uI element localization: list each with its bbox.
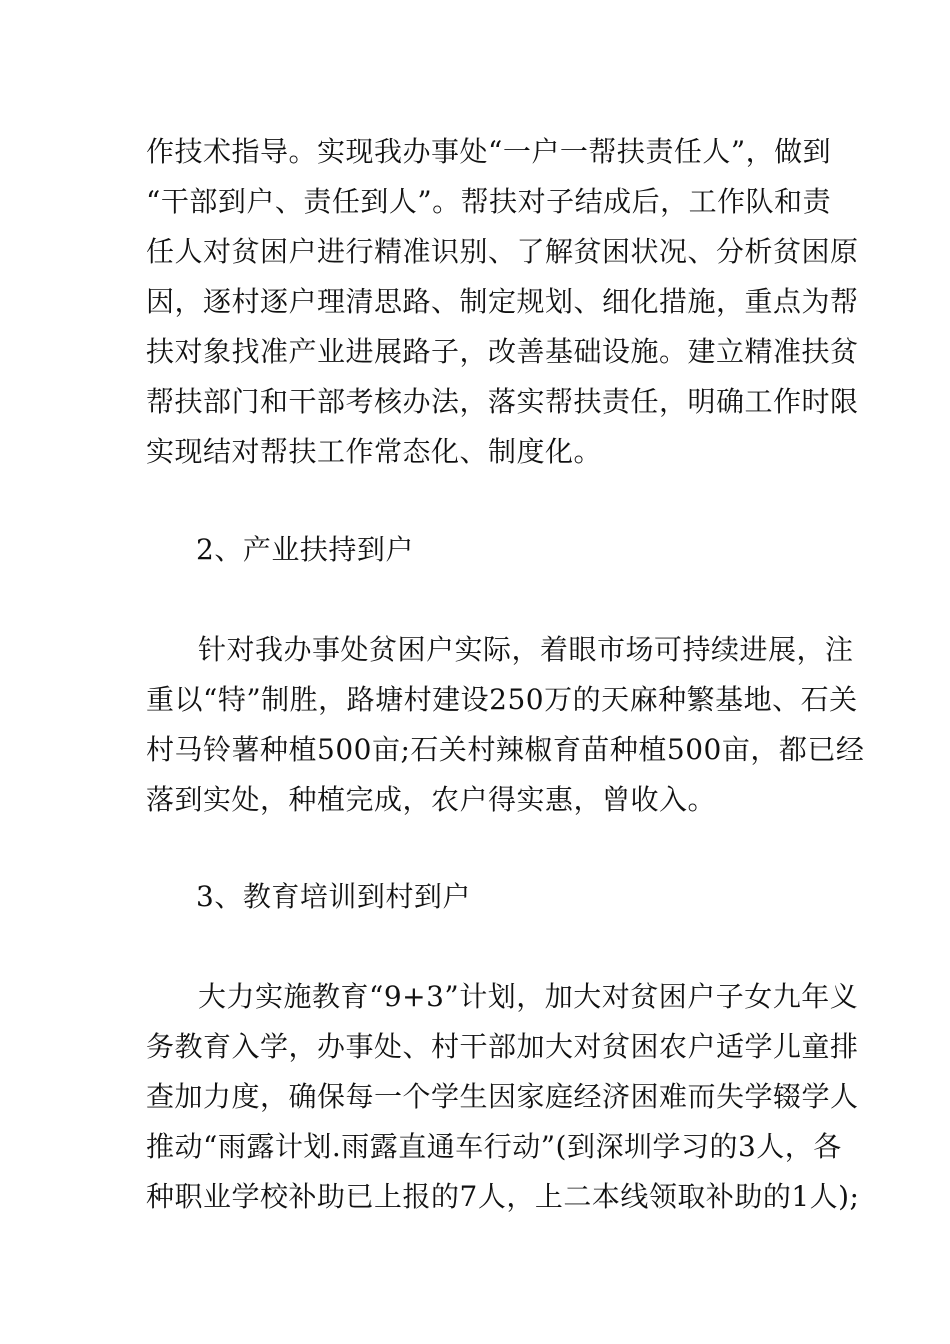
paragraph-1-line-1: 作技术指导。实现我办事处“一户一帮扶责任人”，做到 <box>146 135 832 168</box>
paragraph-2-line-1: 针对我办事处贫困户实际，着眼市场可持续进展，注 <box>198 633 854 666</box>
paragraph-3-line-5: 种职业学校补助已上报的7人，上二本线领取补助的1人); <box>146 1180 860 1213</box>
paragraph-2-line-2: 重以“特”制胜，路塘村建设250万的天麻种繁基地、石关 <box>146 683 858 716</box>
paragraph-1-line-5: 扶对象找准产业进展路子，改善基础设施。建立精准扶贫 <box>146 335 859 368</box>
section-heading-3: 3、教育培训到村到户 <box>196 880 471 913</box>
paragraph-3-line-1: 大力实施教育“9+3”计划，加大对贫困户子女九年义 <box>198 980 859 1013</box>
paragraph-1-line-3: 任人对贫困户进行精准识别、了解贫困状况、分析贫困原 <box>146 235 859 268</box>
paragraph-3-line-2: 务教育入学，办事处、村干部加大对贫困农户适学儿童排 <box>146 1030 859 1063</box>
paragraph-1-line-6: 帮扶部门和干部考核办法，落实帮扶责任，明确工作时限 <box>146 385 859 418</box>
paragraph-2-line-3: 村马铃薯种植500亩;石关村辣椒育苗种植500亩，都已经 <box>146 733 865 766</box>
paragraph-1-line-2: “干部到户、责任到人”。帮扶对子结成后，工作队和责 <box>146 185 832 218</box>
paragraph-3-line-3: 查加力度，确保每一个学生因家庭经济困难而失学辍学人 <box>146 1080 859 1113</box>
section-heading-2: 2、产业扶持到户 <box>196 533 414 566</box>
paragraph-1-line-4: 因，逐村逐户理清思路、制定规划、细化措施，重点为帮 <box>146 285 859 318</box>
paragraph-1-line-7: 实现结对帮扶工作常态化、制度化。 <box>146 435 603 468</box>
paragraph-2-line-4: 落到实处，种植完成，农户得实惠，曾收入。 <box>146 783 717 816</box>
paragraph-3-line-4: 推动“雨露计划.雨露直通车行动”(到深圳学习的3人，各 <box>146 1130 842 1163</box>
